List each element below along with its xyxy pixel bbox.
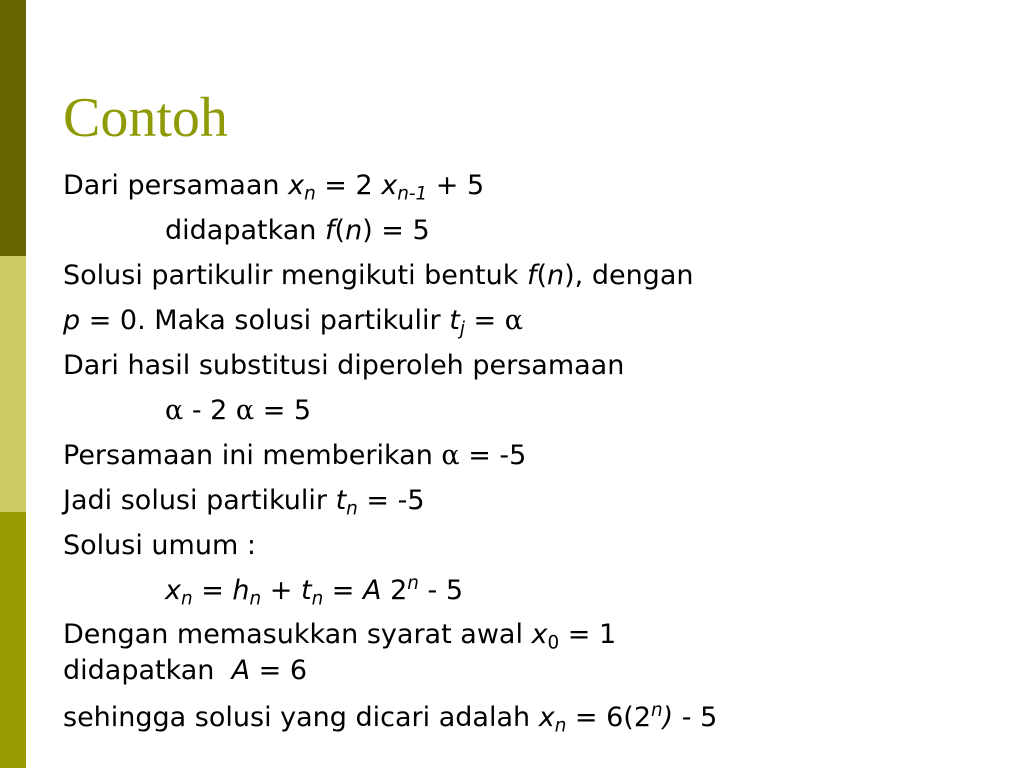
slide-body [63,163,1013,740]
body-line: Solusi partikulir mengikuti bentuk f(n), dengan [63,260,694,291]
body-line: Dengan memasukkan syarat awal $x_0 = 1$ didapatkan A = 6 [63,619,617,686]
slide-title: Contoh [63,87,228,149]
body-line: α - 2 α = 5 [165,395,312,426]
accent-bar-middle [0,256,26,512]
body-line: didapatkan f(n) = 5 [165,215,430,246]
body-line: Dari persamaan $x_n = 2$ $x_{n-1} + 5$ [63,170,485,205]
accent-bar-top [0,0,26,256]
body-line: p = 0. Maka solusi partikulir $t_j = \alpha$ [63,305,523,340]
body-line: Jadi solusi partikulir $t_n = -5$ [63,485,425,520]
body-line: Dari hasil substitusi diperoleh persamaan [63,350,625,381]
body-line: $x_n = h_n + t_n = A$ 2$^n$ - 5 [165,572,463,610]
body-line: sehingga solusi yang dicari adalah $x_n = 6(2^n) - 5$ [63,699,718,737]
body-line: Persamaan ini memberikan α = -5 [63,440,527,471]
body-line: Solusi umum : [63,530,256,561]
accent-bar-bottom [0,512,26,768]
